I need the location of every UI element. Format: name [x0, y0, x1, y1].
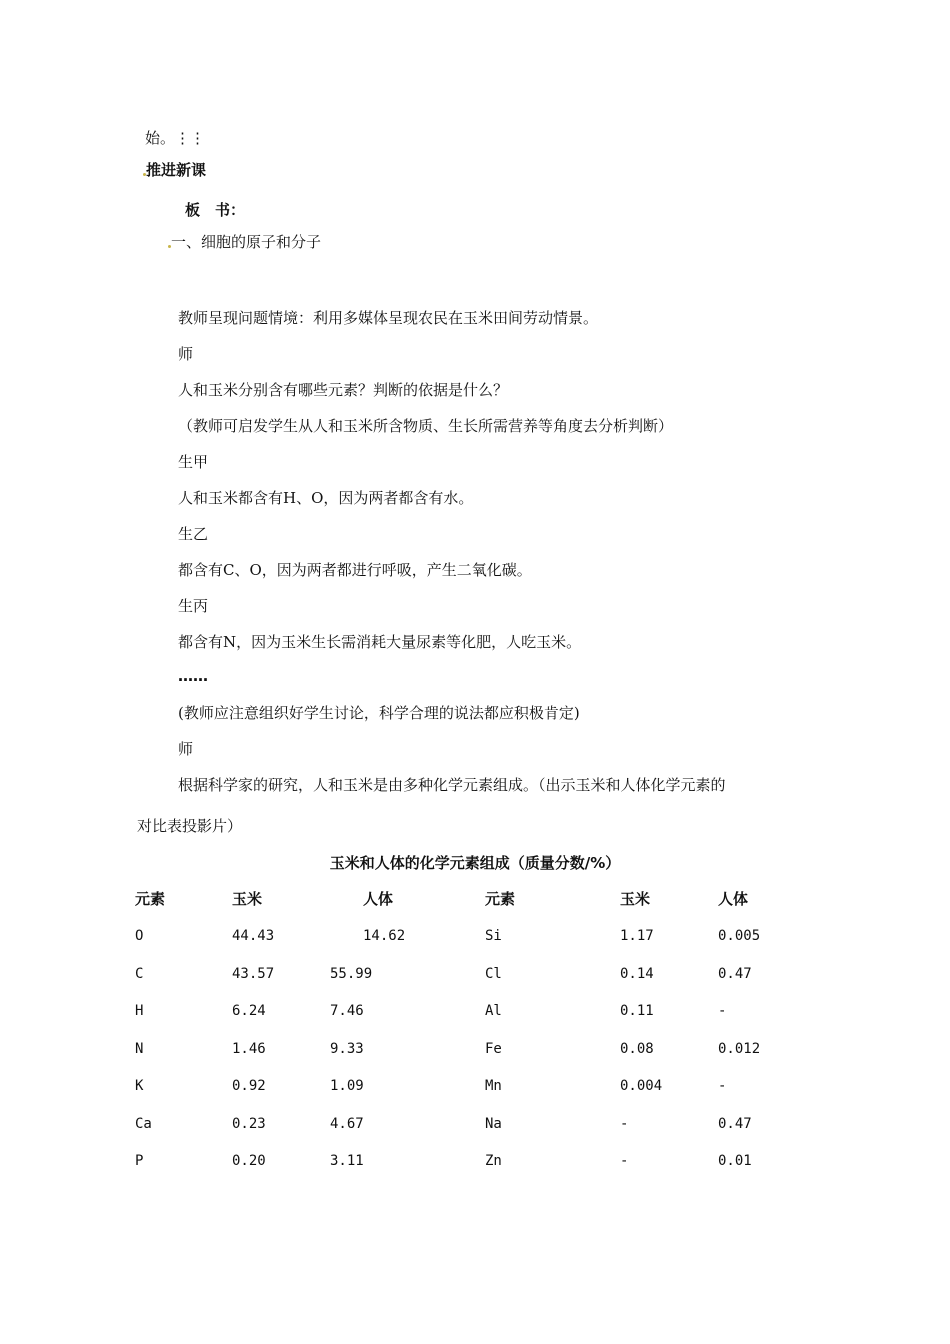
element-symbol-cell: Ca: [135, 1116, 152, 1132]
element-symbol-cell: K: [135, 1078, 144, 1094]
paragraph: 根据科学家的研究，人和玉米是由多种化学元素组成。（出示玉米和人体化学元素的: [178, 776, 726, 794]
element-symbol-cell: Cl: [485, 966, 502, 982]
value-cell: 0.01: [718, 1153, 752, 1169]
value-cell: 0.23: [232, 1116, 266, 1132]
element-symbol-cell: Mn: [485, 1078, 502, 1094]
speaker-label: 师: [178, 345, 194, 363]
paragraph: 都含有N，因为玉米生长需消耗大量尿素等化肥，人吃玉米。: [178, 633, 582, 651]
board-label: 板 书：: [185, 201, 246, 219]
value-cell: 1.46: [232, 1041, 266, 1057]
value-cell: -: [718, 1003, 727, 1019]
table-header-cell: 元素: [135, 890, 166, 908]
speaker-label: 生甲: [178, 453, 209, 471]
paragraph: 人和玉米分别含有哪些元素？判断的依据是什么？: [178, 381, 509, 399]
element-symbol-cell: P: [135, 1153, 144, 1169]
ellipsis: ……: [178, 667, 208, 685]
subheading: 一、细胞的原子和分子: [171, 233, 322, 251]
element-symbol-cell: N: [135, 1041, 144, 1057]
paragraph: 教师呈现问题情境：利用多媒体呈现农民在玉米田间劳动情景。: [178, 309, 599, 327]
paragraph: 人和玉米都含有H、O，因为两者都含有水。: [178, 489, 474, 507]
value-cell: 14.62: [363, 928, 406, 944]
table-header-cell: 玉米: [620, 890, 651, 908]
paragraph: （教师可启发学生从人和玉米所含物质、生长所需营养等角度去分析判断）: [178, 417, 674, 435]
element-symbol-cell: C: [135, 966, 144, 982]
element-symbol-cell: Si: [485, 928, 502, 944]
value-cell: -: [620, 1116, 629, 1132]
value-cell: 7.46: [330, 1003, 364, 1019]
element-symbol-cell: Na: [485, 1116, 502, 1132]
value-cell: 44.43: [232, 928, 275, 944]
value-cell: 55.99: [330, 966, 373, 982]
speaker-label: 师: [178, 740, 194, 758]
paragraph: 对比表投影片）: [137, 817, 243, 835]
value-cell: 0.92: [232, 1078, 266, 1094]
paragraph: 都含有C、O，因为两者都进行呼吸，产生二氧化碳。: [178, 561, 532, 579]
speaker-label: 生丙: [178, 597, 209, 615]
value-cell: 4.67: [330, 1116, 364, 1132]
table-header-cell: 人体: [718, 890, 749, 908]
element-symbol-cell: Al: [485, 1003, 502, 1019]
value-cell: 0.005: [718, 928, 761, 944]
value-cell: -: [718, 1078, 727, 1094]
section-heading: 推进新课: [146, 161, 207, 179]
value-cell: 9.33: [330, 1041, 364, 1057]
table-header-cell: 玉米: [232, 890, 263, 908]
value-cell: 1.09: [330, 1078, 364, 1094]
value-cell: 0.11: [620, 1003, 654, 1019]
value-cell: 0.20: [232, 1153, 266, 1169]
value-cell: 0.004: [620, 1078, 663, 1094]
value-cell: 0.012: [718, 1041, 761, 1057]
value-cell: 0.47: [718, 1116, 752, 1132]
speaker-label: 生乙: [178, 525, 209, 543]
value-cell: 3.11: [330, 1153, 364, 1169]
paragraph: (教师应注意组织好学生讨论，科学合理的说法都应积极肯定): [178, 704, 580, 722]
value-cell: 43.57: [232, 966, 275, 982]
element-symbol-cell: Zn: [485, 1153, 502, 1169]
value-cell: -: [620, 1153, 629, 1169]
value-cell: 6.24: [232, 1003, 266, 1019]
element-symbol-cell: O: [135, 928, 144, 944]
value-cell: 1.17: [620, 928, 654, 944]
table-header-cell: 元素: [485, 890, 516, 908]
element-symbol-cell: H: [135, 1003, 144, 1019]
table-header-cell: 人体: [363, 890, 394, 908]
element-symbol-cell: Fe: [485, 1041, 502, 1057]
text-line: 始。⋮⋮: [145, 129, 206, 147]
table-title: 玉米和人体的化学元素组成（质量分数/%）: [329, 854, 621, 872]
value-cell: 0.08: [620, 1041, 654, 1057]
value-cell: 0.47: [718, 966, 752, 982]
value-cell: 0.14: [620, 966, 654, 982]
